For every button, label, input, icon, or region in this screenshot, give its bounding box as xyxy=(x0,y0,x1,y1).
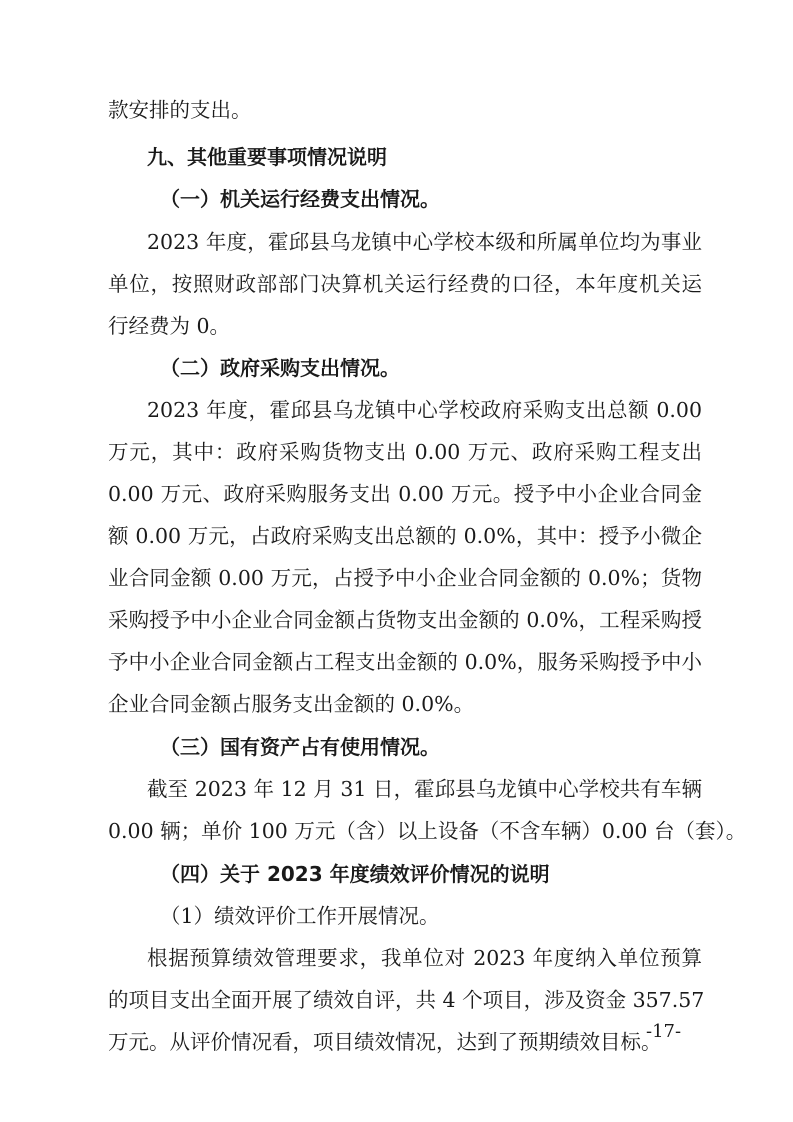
paragraph-line: 予中小企业合同金额占工程支出金额的 0.0%，服务采购授予中小 xyxy=(108,650,702,674)
paragraph-line: 单位，按照财政部部门决算机关运行经费的口径，本年度机关运 xyxy=(108,272,702,296)
subsection-heading: （三）国有资产占有使用情况。 xyxy=(160,735,440,759)
paragraph-line: 截至 2023 年 12 月 31 日，霍邱县乌龙镇中心学校共有车辆 xyxy=(147,777,702,801)
paragraph-line: 行经费为 0。 xyxy=(108,314,231,338)
paragraph-line: 2023 年度，霍邱县乌龙镇中心学校政府采购支出总额 0.00 xyxy=(147,398,702,422)
paragraph-line: 款安排的支出。 xyxy=(108,98,252,122)
paragraph-line: 的项目支出全面开展了绩效自评，共 4 个项目，涉及资金 357.57 xyxy=(108,988,705,1012)
paragraph-line: 采购授予中小企业合同金额占货物支出金额的 0.0%，工程采购授 xyxy=(108,608,702,632)
subsection-heading: （四）关于 2023 年度绩效评价情况的说明 xyxy=(160,862,550,886)
paragraph-line: 额 0.00 万元，占政府采购支出总额的 0.0%，其中：授予小微企 xyxy=(108,524,702,548)
paragraph-line: 2023 年度，霍邱县乌龙镇中心学校本级和所属单位均为事业 xyxy=(147,230,702,254)
paragraph-line: 万元，其中：政府采购货物支出 0.00 万元、政府采购工程支出 xyxy=(108,440,702,464)
paragraph-line: 根据预算绩效管理要求，我单位对 2023 年度纳入单位预算 xyxy=(147,946,702,970)
page-number: -17- xyxy=(646,1021,682,1042)
paragraph-line: 0.00 万元、政府采购服务支出 0.00 万元。授予中小企业合同金 xyxy=(108,482,702,506)
paragraph-line: （1）绩效评价工作开展情况。 xyxy=(160,904,440,928)
subsection-heading: （二）政府采购支出情况。 xyxy=(160,356,400,380)
paragraph-line: 万元。从评价情况看，项目绩效情况，达到了预期绩效目标。 xyxy=(108,1030,662,1054)
paragraph-line: 0.00 辆；单价 100 万元（含）以上设备（不含车辆）0.00 台（套）。 xyxy=(108,819,747,843)
paragraph-line: 业合同金额 0.00 万元，占授予中小企业合同金额的 0.0%；货物 xyxy=(108,566,702,590)
section-heading: 九、其他重要事项情况说明 xyxy=(147,145,387,169)
subsection-heading: （一）机关运行经费支出情况。 xyxy=(160,187,440,211)
paragraph-line: 企业合同金额占服务支出金额的 0.0%。 xyxy=(108,692,475,716)
